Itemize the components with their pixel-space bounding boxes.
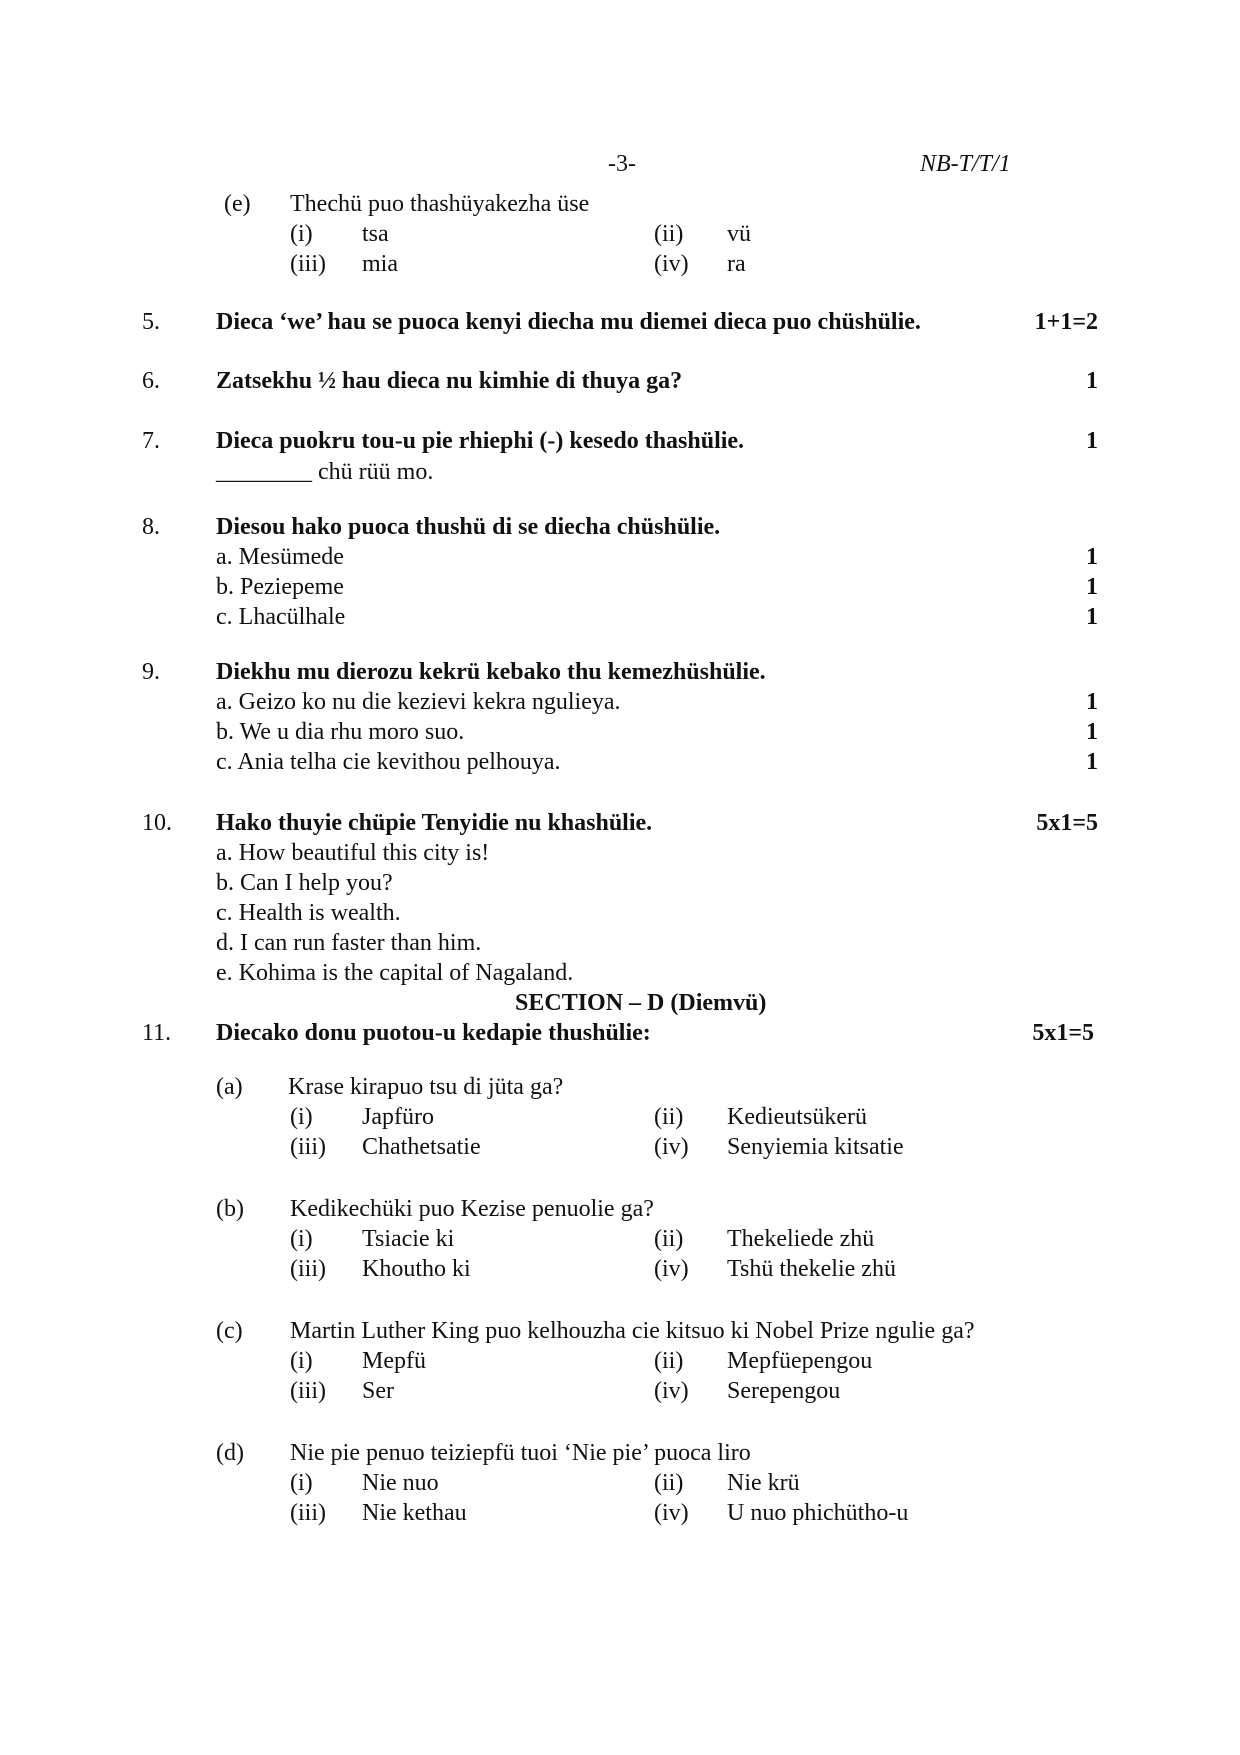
- option-number: (iv): [654, 1378, 689, 1404]
- question-number: 9.: [142, 659, 160, 685]
- question-marks: 1: [1086, 428, 1098, 454]
- option-number: (i): [290, 1470, 313, 1496]
- option-text: Chathetsatie: [362, 1134, 481, 1160]
- option-number: (iii): [290, 1500, 326, 1526]
- option-text: Thekeliede zhü: [727, 1226, 875, 1252]
- option-number: (ii): [654, 1348, 684, 1374]
- option-number: (i): [290, 1348, 313, 1374]
- option-text: mia: [362, 251, 398, 277]
- question-text: Zatsekhu ½ hau dieca nu kimhie di thuya ga?: [216, 368, 683, 394]
- question-part-label: (b): [216, 1196, 244, 1222]
- document-code: NB-T/T/1: [920, 151, 1011, 177]
- item-marks: 1: [1086, 544, 1098, 570]
- option-text: tsa: [362, 221, 389, 247]
- question-text: Diesou hako puoca thushü di se diecha chüshülie.: [216, 514, 721, 540]
- item-marks: 1: [1086, 749, 1098, 775]
- option-number: (iii): [290, 251, 326, 277]
- option-text: Serepengou: [727, 1378, 841, 1404]
- question-text: Diekhu mu dierozu kekrü kebako thu kemezhüshülie.: [216, 659, 766, 685]
- question-marks: 1+1=2: [1034, 309, 1098, 335]
- option-number: (ii): [654, 1226, 684, 1252]
- question-part-label: (a): [216, 1074, 243, 1100]
- question-part-label: (c): [216, 1318, 243, 1344]
- option-text: U nuo phichütho-u: [727, 1500, 909, 1526]
- question-marks: 5x1=5: [1036, 810, 1098, 836]
- option-text: Kedieutsükerü: [727, 1104, 867, 1130]
- item-marks: 1: [1086, 604, 1098, 630]
- question-text: Krase kirapuo tsu di jüta ga?: [288, 1074, 564, 1100]
- list-item: e. Kohima is the capital of Nagaland.: [216, 960, 574, 986]
- question-text: Martin Luther King puo kelhouzha cie kitsuo ki Nobel Prize ngulie ga?: [290, 1318, 975, 1344]
- question-text: Hako thuyie chüpie Tenyidie nu khashülie.: [216, 810, 653, 836]
- option-number: (ii): [654, 221, 684, 247]
- question-text: Dieca puokru tou-u pie rhiephi (-) kesedo thashülie.: [216, 428, 745, 454]
- question-text: Nie pie penuo teiziepfü tuoi ‘Nie pie’ puoca liro: [290, 1440, 751, 1466]
- option-number: (iv): [654, 1134, 689, 1160]
- option-number: (iii): [290, 1134, 326, 1160]
- option-text: Mepfü: [362, 1348, 426, 1374]
- question-part-label: (e): [224, 191, 251, 217]
- question-text: Kedikechüki puo Kezise penuolie ga?: [290, 1196, 654, 1222]
- list-item: c. Health is wealth.: [216, 900, 401, 926]
- option-text: Ser: [362, 1378, 394, 1404]
- question-marks: 5x1=5: [1032, 1020, 1094, 1046]
- option-number: (i): [290, 1104, 313, 1130]
- list-item: b. Peziepeme: [216, 574, 344, 600]
- option-text: ra: [727, 251, 746, 277]
- fill-in-blank-sentence: ________ chü rüü mo.: [216, 459, 434, 485]
- option-number: (iii): [290, 1378, 326, 1404]
- question-text: Dieca ‘we’ hau se puoca kenyi diecha mu diemei dieca puo chüshülie.: [216, 309, 921, 335]
- option-text: vü: [727, 221, 751, 247]
- question-number: 11.: [142, 1020, 172, 1046]
- question-number: 8.: [142, 514, 160, 540]
- option-text: Khoutho ki: [362, 1256, 471, 1282]
- option-number: (ii): [654, 1104, 684, 1130]
- question-text: Thechü puo thashüyakezha üse: [290, 191, 590, 217]
- option-number: (iv): [654, 251, 689, 277]
- option-text: Nie krü: [727, 1470, 800, 1496]
- list-item: c. Lhacülhale: [216, 604, 346, 630]
- option-text: Japfüro: [362, 1104, 434, 1130]
- item-marks: 1: [1086, 719, 1098, 745]
- list-item: a. Mesümede: [216, 544, 344, 570]
- option-number: (ii): [654, 1470, 684, 1496]
- question-text: Diecako donu puotou-u kedapie thushülie:: [216, 1020, 651, 1046]
- question-number: 10.: [142, 810, 172, 836]
- option-number: (iv): [654, 1256, 689, 1282]
- option-text: Senyiemia kitsatie: [727, 1134, 904, 1160]
- section-heading: SECTION – D (Diemvü): [515, 990, 767, 1016]
- page-number: -3-: [608, 151, 636, 177]
- question-part-label: (d): [216, 1440, 244, 1466]
- option-number: (iv): [654, 1500, 689, 1526]
- question-number: 5.: [142, 309, 160, 335]
- list-item: c. Ania telha cie kevithou pelhouya.: [216, 749, 561, 775]
- option-text: Nie nuo: [362, 1470, 439, 1496]
- list-item: a. How beautiful this city is!: [216, 840, 490, 866]
- list-item: b. We u dia rhu moro suo.: [216, 719, 465, 745]
- option-text: Mepfüepengou: [727, 1348, 873, 1374]
- question-number: 6.: [142, 368, 160, 394]
- list-item: a. Geizo ko nu die kezievi kekra ngulieya.: [216, 689, 621, 715]
- question-number: 7.: [142, 428, 160, 454]
- item-marks: 1: [1086, 574, 1098, 600]
- list-item: d. I can run faster than him.: [216, 930, 482, 956]
- option-number: (i): [290, 221, 313, 247]
- item-marks: 1: [1086, 689, 1098, 715]
- question-marks: 1: [1086, 368, 1098, 394]
- option-text: Tsiacie ki: [362, 1226, 455, 1252]
- option-number: (iii): [290, 1256, 326, 1282]
- list-item: b. Can I help you?: [216, 870, 393, 896]
- option-text: Nie kethau: [362, 1500, 467, 1526]
- option-text: Tshü thekelie zhü: [727, 1256, 896, 1282]
- option-number: (i): [290, 1226, 313, 1252]
